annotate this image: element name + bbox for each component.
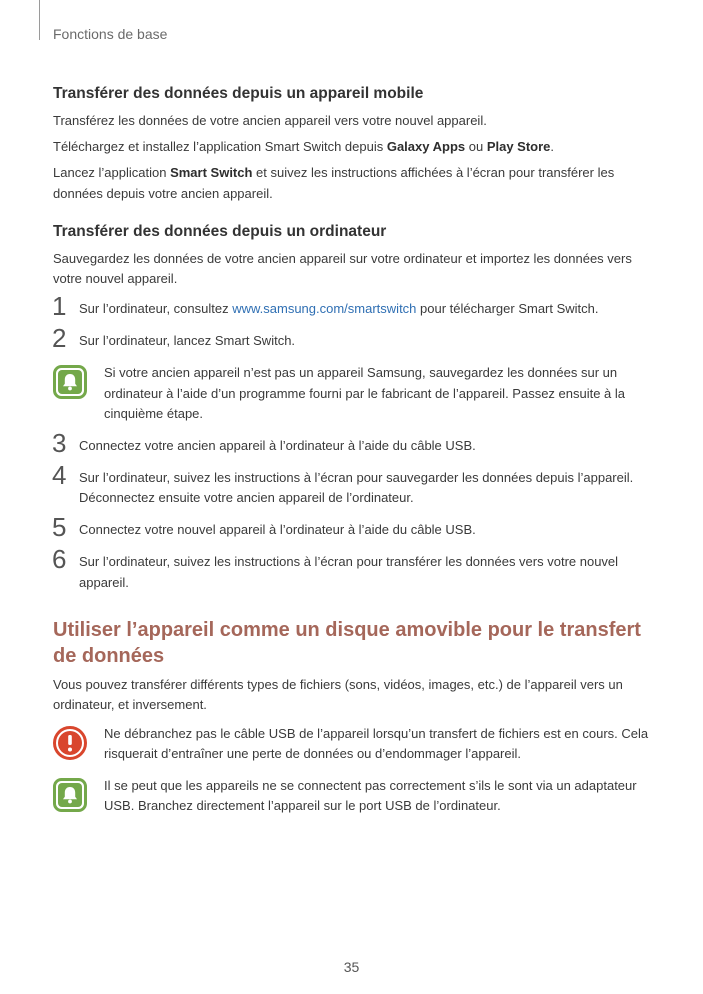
bell-icon xyxy=(53,778,87,812)
section-title-computer: Transférer des données depuis un ordinateur xyxy=(53,222,387,240)
step-number: 3 xyxy=(52,427,67,458)
page-content xyxy=(53,84,663,829)
paragraph: Sauvegardez les données de votre ancien appareil sur votre ordinateur et importez les données vers votre nouvel appareil. xyxy=(53,250,632,286)
app-name-play-store: Play Store xyxy=(486,139,551,155)
step-number: 5 xyxy=(52,512,67,543)
warning-text: Ne débranchez pas le câble USB de l’appareil lorsqu’un transfert de fichiers est en cours. Cela risquerait d’entraîner une perte de données ou d’endommager l’appareil. xyxy=(104,725,649,762)
paragraph: Lancez l’application Smart Switch et suivez les instructions affichées à l’écran pour transférer les données depuis votre ancien appareil. xyxy=(53,165,615,201)
app-name-galaxy-apps: Galaxy Apps xyxy=(386,139,466,155)
step-text: Sur l’ordinateur, suivez les instructions à l’écran pour transférer les données vers votre nouvel appareil. xyxy=(79,554,619,590)
step-text: Sur l’ordinateur, lancez Smart Switch. xyxy=(79,333,296,349)
step-text: Sur l’ordinateur, suivez les instructions à l’écran pour sauvegarder les données depuis l’appareil. Déconnectez ensuite votre ancien appareil de l’ordinateur. xyxy=(79,469,634,506)
step-text: Connectez votre ancien appareil à l’ordinateur à l’aide du câble USB. xyxy=(79,437,476,453)
note-text: Il se peut que les appareils ne se connectent pas correctement s’ils le sont via un adaptateur USB. Branchez directement l’appareil sur le port USB de l’ordinateur. xyxy=(104,778,637,814)
step-5 xyxy=(52,512,663,543)
step-text: Connectez votre nouvel appareil à l’ordinateur à l’aide du câble USB. xyxy=(79,522,476,538)
note-box xyxy=(53,776,663,816)
paragraph: Transférez les données de votre ancien appareil vers votre nouvel appareil. xyxy=(53,113,487,129)
note-box xyxy=(53,363,663,423)
step-4 xyxy=(52,459,663,508)
page-number: 35 xyxy=(343,959,360,975)
step-3 xyxy=(52,427,663,458)
note-text: Si votre ancien appareil n’est pas un appareil Samsung, sauvegardez les données sur un ordinateur à l’aide d’un programme fourni par le fabricant de l’appareil. Passez ensuite à la cinquième étape. xyxy=(104,365,626,421)
app-name-smart-switch: Smart Switch xyxy=(170,165,253,181)
header-rule xyxy=(39,0,40,40)
step-number: 2 xyxy=(52,323,67,354)
step-6 xyxy=(52,544,663,592)
step-number: 6 xyxy=(52,544,67,575)
smartswitch-link[interactable]: www.samsung.com/smartswitch xyxy=(232,301,417,317)
step-1: 1 Sur l’ordinateur, consultez www.samsung.com/smartswitch pour télécharger Smart Switch. xyxy=(52,291,599,322)
section-label: Fonctions de base xyxy=(53,26,168,42)
step-number: 1 xyxy=(52,291,67,322)
paragraph: Vous pouvez transférer différents types de fichiers (sons, vidéos, images, etc.) de l’appareil vers un ordinateur, et inversement. xyxy=(53,676,623,712)
step-number: 4 xyxy=(52,459,67,490)
section-title-mobile: Transférer des données depuis un appareil mobile xyxy=(53,85,424,102)
bell-icon xyxy=(53,365,87,399)
paragraph: Téléchargez et installez l’application Smart Switch depuis Galaxy Apps ou Play Store. xyxy=(53,139,555,155)
section-title-removable-disk: Utiliser l’appareil comme un disque amovible pour le transfert de données xyxy=(53,618,641,667)
exclamation-icon xyxy=(53,726,87,760)
warning-box xyxy=(53,724,663,764)
step-2 xyxy=(52,323,663,354)
